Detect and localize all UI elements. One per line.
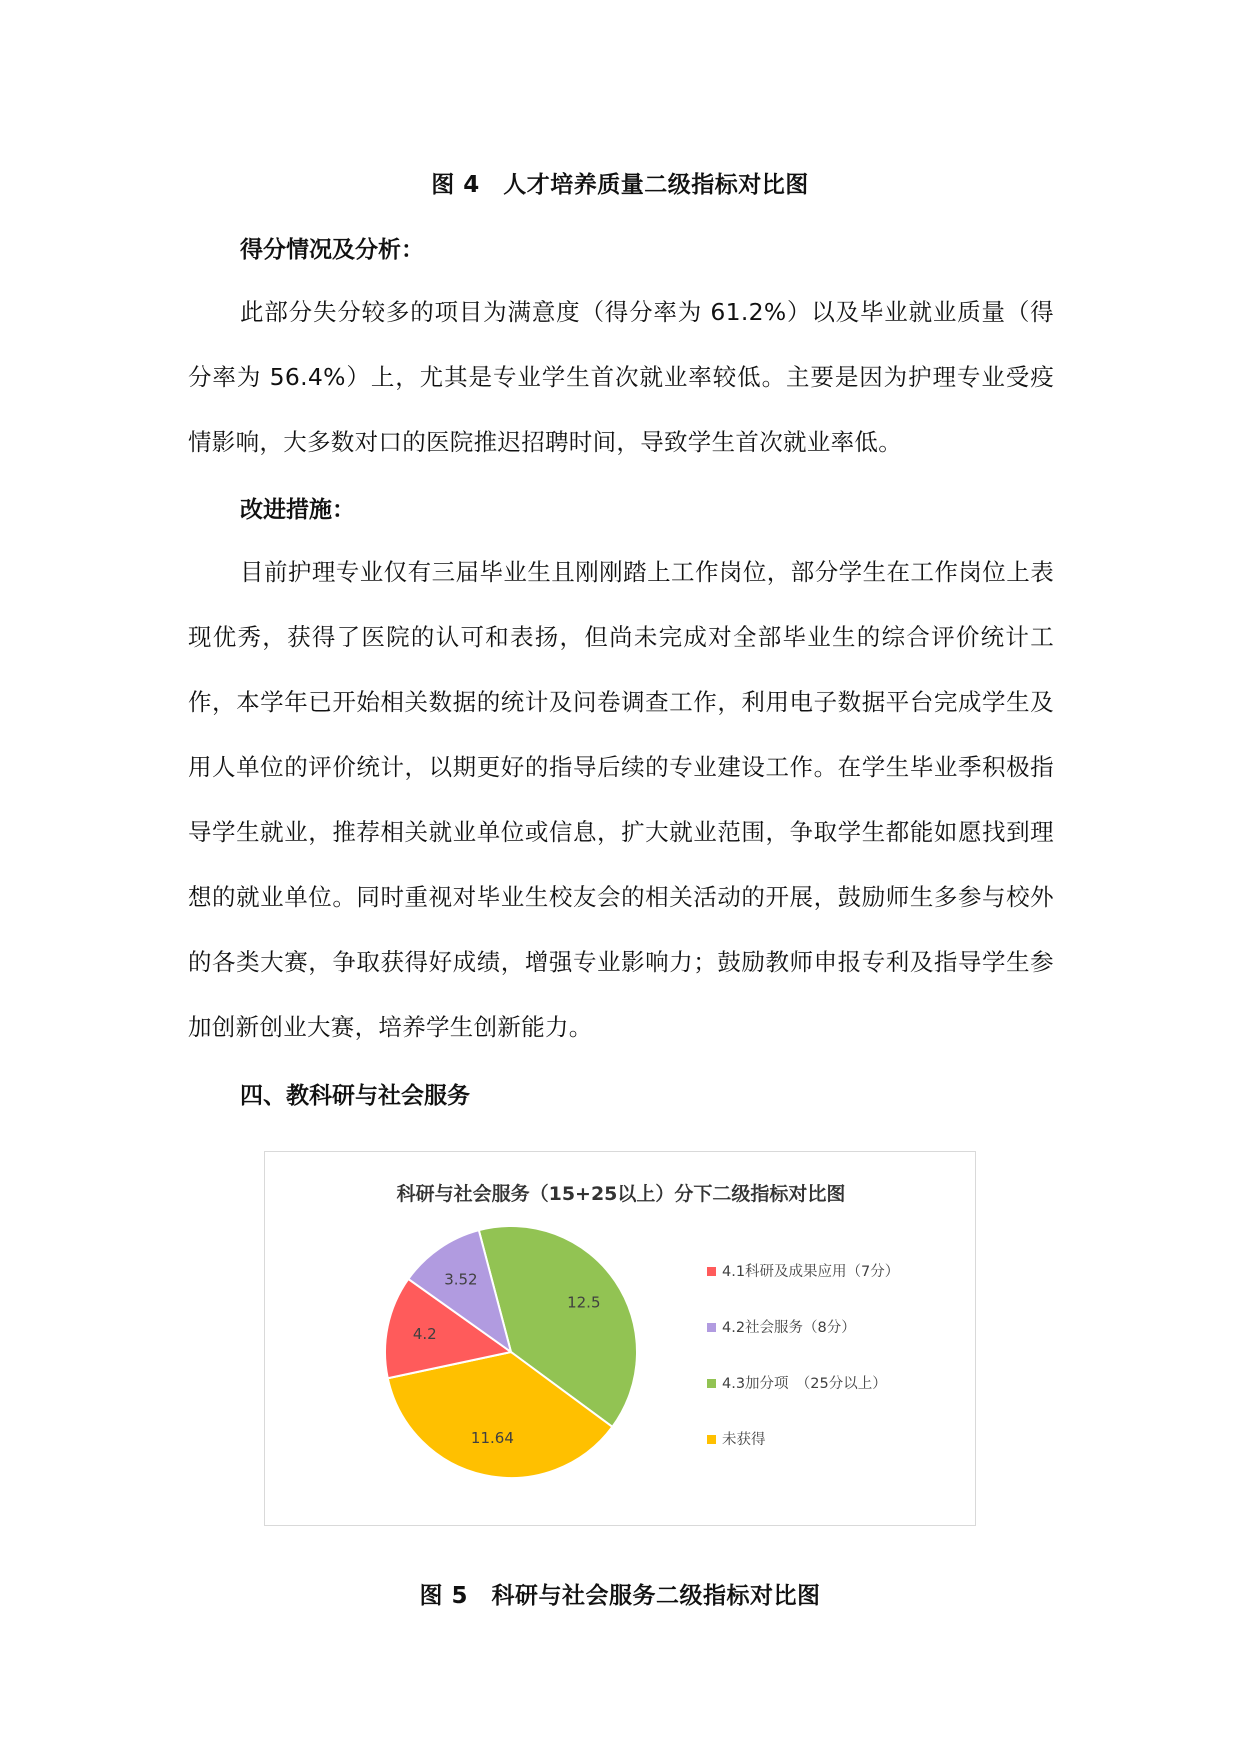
pie-slice-value-label: 12.5 bbox=[567, 1293, 601, 1312]
pie-slice-value-label: 4.2 bbox=[412, 1325, 437, 1344]
figure-4-caption: 图 4 人才培养质量二级指标对比图 bbox=[431, 172, 809, 198]
legend-label: 4.2社会服务（8分） bbox=[722, 1320, 856, 1336]
legend-label: 4.3加分项 （25分以上） bbox=[722, 1376, 887, 1392]
legend-label: 4.1科研及成果应用（7分） bbox=[722, 1264, 900, 1280]
score-analysis-paragraph: 此部分失分较多的项目为满意度（得分率为 61.2%）以及毕业就业质量（得分率为 56.4%）上，尤其是专业学生首次就业率较低。主要是因为护理专业受疫情影响，大多数对口的医院推迟招聘时间，导致学生首次就业率低。 bbox=[188, 298, 1054, 456]
figure-5-caption: 图 5 科研与社会服务二级指标对比图 bbox=[419, 1583, 821, 1609]
legend-swatch bbox=[707, 1323, 716, 1332]
improvement-paragraph: 目前护理专业仅有三届毕业生且刚刚踏上工作岗位，部分学生在工作岗位上表现优秀，获得了医院的认可和表扬，但尚未完成对全部毕业生的综合评价统计工作，本学年已开始相关数据的统计及问卷调查工作，利用电子数据平台完成学生及用人单位的评价统计，以期更好的指导后续的专业建设工作。在学生毕业季积极指导学生就业，推荐相关就业单位或信息，扩大就业范围，争取学生都能如愿找到理想的就业单位。同时重视对毕业生校友会的相关活动的开展，鼓励师生多参与校外的各类大赛，争取获得好成绩，增强专业影响力；鼓励教师申报专利及指导学生参加创新创业大赛，培养学生创新能力。 bbox=[188, 558, 1054, 1041]
pie-chart-svg bbox=[265, 1152, 977, 1527]
improvement-heading: 改进措施： bbox=[240, 497, 355, 523]
score-analysis-heading: 得分情况及分析： bbox=[240, 237, 424, 263]
legend-swatch bbox=[707, 1435, 716, 1444]
legend-swatch bbox=[707, 1379, 716, 1388]
section-4-heading: 四、教科研与社会服务 bbox=[240, 1083, 470, 1109]
pie-slice-value-label: 11.64 bbox=[470, 1429, 514, 1447]
pie-chart bbox=[264, 1151, 976, 1526]
legend-label: 未获得 bbox=[722, 1432, 766, 1448]
chart-title: 科研与社会服务（15+25以上）分下二级指标对比图 bbox=[396, 1183, 846, 1205]
legend-swatch bbox=[707, 1267, 716, 1276]
pie-slice-value-label: 3.52 bbox=[444, 1270, 478, 1289]
chart-legend bbox=[707, 1263, 899, 1448]
